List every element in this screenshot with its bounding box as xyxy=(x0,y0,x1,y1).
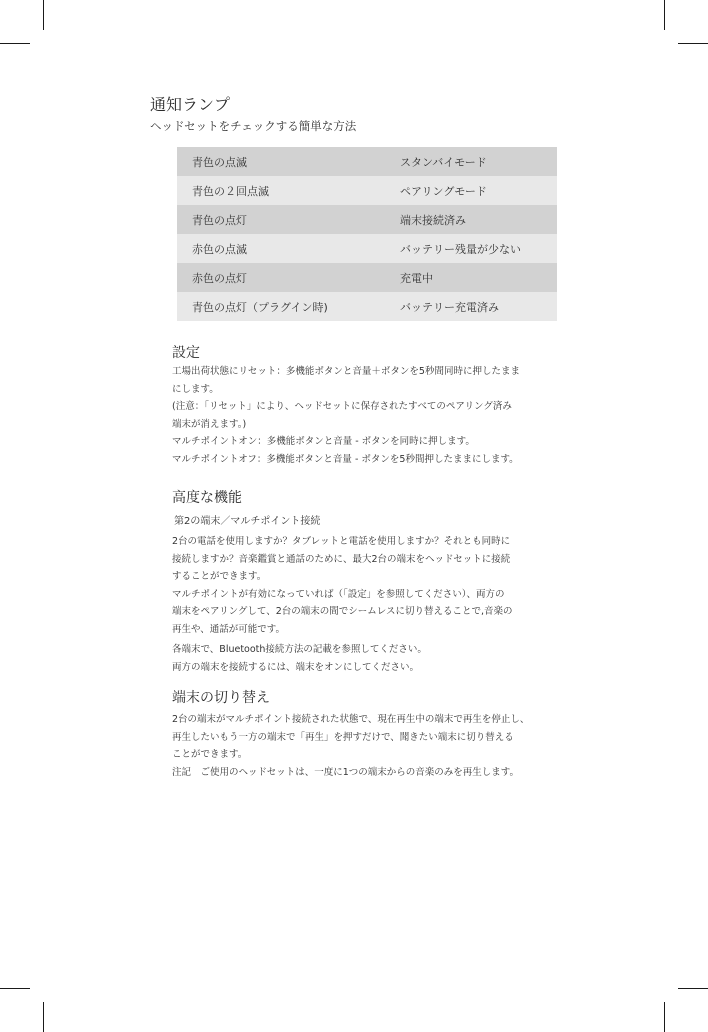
text-line: 2台の端末がマルチポイント接続された状態で、現在再生中の端末で再生を停止し、 xyxy=(172,714,530,725)
status-meaning-cell: スタンバイモード xyxy=(400,147,557,176)
table-row xyxy=(177,234,557,263)
advanced-paragraph-2 xyxy=(172,641,427,676)
crop-mark-top-right-h xyxy=(678,43,708,44)
text-line: 各端末で、Bluetooth接続方法の記載を参照してください。 xyxy=(172,644,427,655)
text-line: にします。 xyxy=(172,383,219,395)
text-line: (注意：「リセット」により、ヘッドセットに保存されたすべてのペアリング済み xyxy=(172,401,512,412)
crop-mark-top-left-h xyxy=(0,43,30,44)
crop-mark-bottom-right-v xyxy=(664,1002,665,1032)
crop-mark-top-left-v xyxy=(43,0,44,30)
light-pattern-cell: 赤色の点滅 xyxy=(177,234,400,263)
text-line: 接続しますか？音楽鑑賞と通話のために、最大2台の端末をヘッドセットに接続 xyxy=(172,553,511,565)
crop-mark-bottom-right-h xyxy=(678,988,708,989)
status-meaning-cell: バッテリー残量が少ない xyxy=(400,234,557,263)
light-pattern-cell: 青色の点滅 xyxy=(177,147,400,176)
text-line: 端末が消えます。) xyxy=(172,418,247,430)
crop-mark-bottom-left-h xyxy=(0,988,30,989)
status-meaning-cell: ペアリングモード xyxy=(400,176,557,205)
text-line: マルチポイントが有効になっていれば（「設定」を参照してください）、両方の xyxy=(172,588,505,600)
table-row xyxy=(177,263,557,292)
status-light-table xyxy=(177,147,557,321)
table-row xyxy=(177,205,557,234)
status-meaning-cell: 充電中 xyxy=(400,263,557,292)
text-line: ことができます。 xyxy=(172,749,248,760)
text-line: 再生や、通話が可能です。 xyxy=(172,623,286,635)
crop-mark-bottom-left-v xyxy=(43,1002,44,1032)
crop-mark-top-right-v xyxy=(664,0,665,30)
switching-text xyxy=(172,711,529,781)
light-pattern-cell: 青色の点灯（プラグイン時) xyxy=(177,292,400,321)
light-pattern-cell: 青色の２回点滅 xyxy=(177,176,400,205)
text-line: マルチポイントオン：多機能ボタンと音量 - ボタンを同時に押します。 xyxy=(172,436,475,447)
text-line: 2台の電話を使用しますか？タブレットと電話を使用しますか？それとも同時に xyxy=(172,536,511,547)
text-line: 両方の端末を接続するには、端末をオンにしてください。 xyxy=(172,661,420,673)
text-line: 注記 ご使用のヘッドセットは、一度に1つの端末からの音楽のみを再生します。 xyxy=(172,766,520,778)
switching-heading: 端末の切り替え xyxy=(172,690,270,706)
text-line: 工場出荷状態にリセット：多機能ボタンと音量＋ボタンを5秒間同時に押したまま xyxy=(172,366,520,377)
table-row xyxy=(177,292,557,321)
page-title: 通知ランプ xyxy=(150,95,231,114)
text-line: 端末をペアリングして、2台の端末の間でシームレスに切り替えることで,音楽の xyxy=(172,606,513,617)
settings-heading: 設定 xyxy=(172,345,200,361)
table-row xyxy=(177,176,557,205)
text-line: 再生したいもう一方の端末で「再生」を押すだけで、聞きたい端末に切り替える xyxy=(172,731,514,743)
advanced-heading: 高度な機能 xyxy=(172,490,242,506)
advanced-paragraph-1 xyxy=(172,533,513,638)
light-pattern-cell: 赤色の点灯 xyxy=(177,263,400,292)
status-meaning-cell: バッテリー充電済み xyxy=(400,292,557,321)
text-line: することができます。 xyxy=(172,571,267,582)
advanced-subheading: 第2の端末／マルチポイント接続 xyxy=(174,516,321,527)
settings-text xyxy=(172,363,520,468)
table-row xyxy=(177,147,557,176)
light-pattern-cell: 青色の点灯 xyxy=(177,205,400,234)
status-meaning-cell: 端末接続済み xyxy=(400,205,557,234)
page-subtitle: ヘッドセットをチェックする簡単な方法 xyxy=(150,119,357,133)
text-line: マルチポイントオフ：多機能ボタンと音量 - ボタンを5秒間押したままにします。 xyxy=(172,453,519,465)
